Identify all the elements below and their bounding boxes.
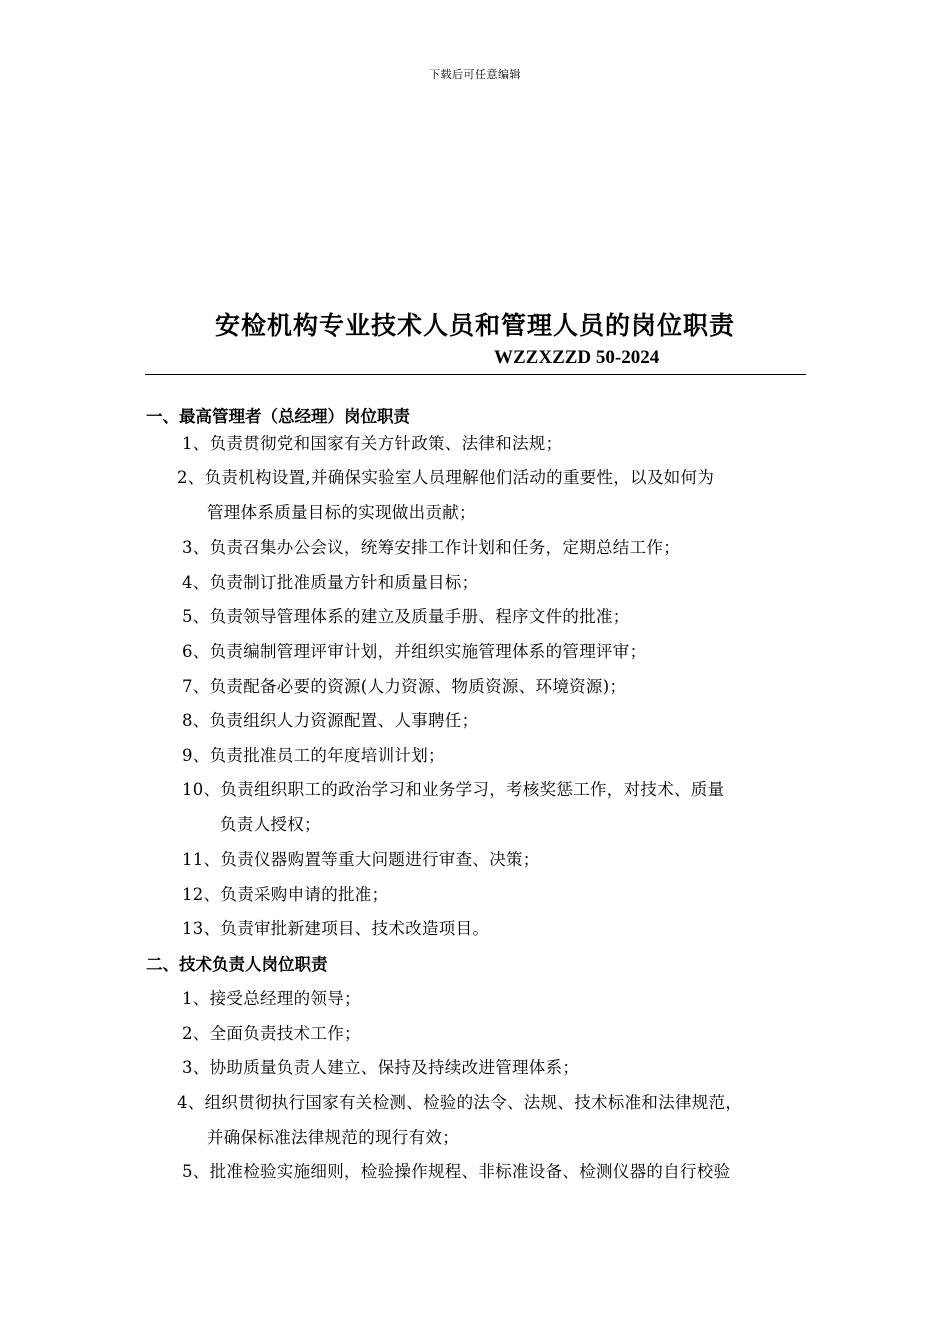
document-code: WZZXZZD 50-2024 bbox=[494, 347, 660, 368]
page-title: 安检机构专业技术人员和管理人员的岗位职责 bbox=[214, 311, 735, 340]
list-item: 1、负责贯彻党和国家有关方针政策、法律和法规； bbox=[182, 434, 563, 453]
list-item: 5、批准检验实施细则，检验操作规程、非标准设备、检测仪器的自行校验 bbox=[182, 1162, 731, 1181]
list-item: 4、负责制订批准质量方针和质量目标； bbox=[182, 573, 479, 592]
list-item: 10、负责组织职工的政治学习和业务学习，考核奖惩工作，对技术、质量 bbox=[182, 780, 725, 799]
list-item-continuation: 负责人授权； bbox=[220, 815, 321, 834]
list-item: 3、负责召集办公会议，统筹安排工作计划和任务，定期总结工作； bbox=[182, 538, 680, 557]
list-item: 3、协助质量负责人建立、保持及持续改进管理体系； bbox=[182, 1058, 580, 1077]
section-heading-1: 一、最高管理者（总经理）岗位职责 bbox=[146, 407, 410, 426]
section-heading-2: 二、技术负责人岗位职责 bbox=[146, 955, 328, 974]
list-item-continuation: 管理体系质量目标的实现做出贡献； bbox=[207, 503, 476, 522]
list-item: 9、负责批准员工的年度培训计划； bbox=[182, 746, 445, 765]
list-item: 13、负责审批新建项目、技术改造项目。 bbox=[182, 919, 490, 938]
list-item: 12、负责采购申请的批准； bbox=[182, 885, 389, 904]
list-item: 5、负责领导管理体系的建立及质量手册、程序文件的批准； bbox=[182, 607, 630, 626]
list-item: 2、全面负责技术工作； bbox=[182, 1024, 361, 1043]
list-item: 2、负责机构设置,并确保实验室人员理解他们活动的重要性，以及如何为 bbox=[177, 468, 715, 487]
list-item: 6、负责编制管理评审计划，并组织实施管理体系的管理评审； bbox=[182, 642, 647, 661]
list-item: 1、接受总经理的领导； bbox=[182, 989, 361, 1008]
list-item: 7、负责配备必要的资源(人力资源、物质资源、环境资源)； bbox=[182, 677, 627, 696]
title-divider bbox=[145, 374, 806, 375]
list-item: 11、负责仪器购置等重大问题进行审查、决策； bbox=[182, 850, 540, 869]
list-item-continuation: 并确保标准法律规范的现行有效； bbox=[207, 1128, 459, 1147]
list-item: 4、组织贯彻执行国家有关检测、检验的法令、法规、技术标准和法律规范， bbox=[177, 1093, 743, 1112]
header-note: 下载后可任意编辑 bbox=[429, 68, 521, 81]
list-item: 8、负责组织人力资源配置、人事聘任； bbox=[182, 711, 479, 730]
